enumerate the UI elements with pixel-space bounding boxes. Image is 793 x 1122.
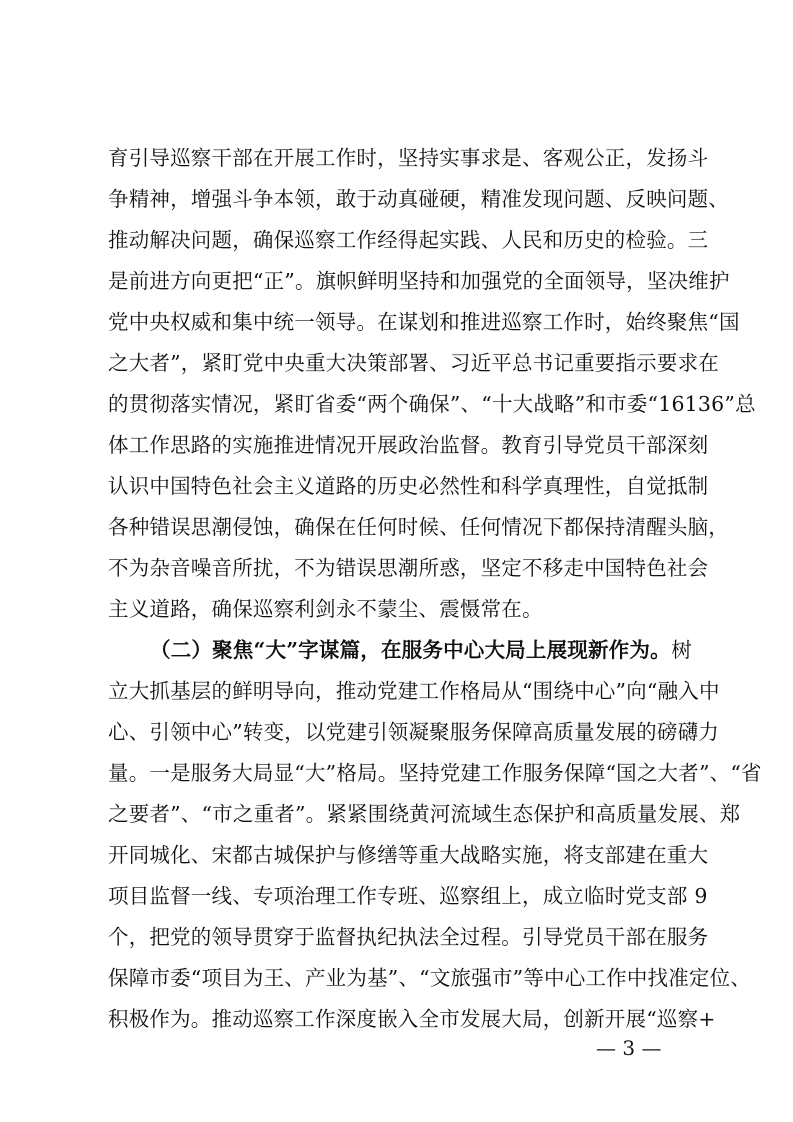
text-fragment: 树 xyxy=(671,638,692,662)
text-line: 之要者”、“市之重者”。紧紧围绕黄河流域生态保护和高质量发展、郑 xyxy=(108,802,741,826)
text-line: 推动解决问题，确保巡察工作经得起实践、人民和历史的检验。三 xyxy=(108,228,709,252)
text-line: 个，把党的领导贯穿于监督执纪执法全过程。引导党员干部在服务 xyxy=(108,925,709,949)
text-line: 主义道路，确保巡察利剑永不蒙尘、震慑常在。 xyxy=(108,597,543,621)
text-line: 党中央权威和集中统一领导。在谋划和推进巡察工作时，始终聚焦“国 xyxy=(108,310,740,334)
text-line: 育引导巡察干部在开展工作时，坚持实事求是、客观公正，发扬斗 xyxy=(108,146,709,170)
text-line: 之大者”，紧盯党中央重大决策部署、习近平总书记重要指示要求在 xyxy=(108,351,719,375)
text-line: 项目监督一线、专项治理工作专班、巡察组上，成立临时党支部 9 xyxy=(108,884,708,908)
text-line: 心、引领中心”转变，以党建引领凝聚服务保障高质量发展的磅礴力 xyxy=(108,720,719,744)
text-line: 是前进方向更把“正”。旗帜鲜明坚持和加强党的全面领导，坚决维护 xyxy=(108,269,730,293)
text-line: 各种错误思潮侵蚀，确保在任何时候、任何情况下都保持清醒头脑， xyxy=(108,515,729,539)
text-line: 不为杂音噪音所扰，不为错误思潮所惑，坚定不移走中国特色社会 xyxy=(108,556,709,580)
text-line: 量。一是服务大局显“大”格局。坚持党建工作服务保障“国之大者”、“省 xyxy=(108,761,762,785)
text-line: 保障市委“项目为王、产业为基”、“文旅强市”等中心工作中找准定位、 xyxy=(108,966,752,990)
text-line: 体工作思路的实施推进情况开展政治监督。教育引导党员干部深刻 xyxy=(108,433,709,457)
text-line: 开同城化、宋都古城保护与修缮等重大战略实施，将支部建在重大 xyxy=(108,843,709,867)
text-line: 积极作为。推动巡察工作深度嵌入全市发展大局，创新开展“巡察+ xyxy=(108,1007,716,1031)
text-line: 争精神，增强斗争本领，敢于动真碰硬，精准发现问题、反映问题、 xyxy=(108,187,729,211)
text-line: 立大抓基层的鲜明导向，推动党建工作格局从“围绕中心”向“融入中 xyxy=(108,679,720,703)
text-line: 认识中国特色社会主义道路的历史必然性和科学真理性，自觉抵制 xyxy=(108,474,709,498)
text-line: 的贯彻落实情况，紧盯省委“两个确保”、“十大战略”和市委“16136”总 xyxy=(108,392,756,416)
page-number: — 3 — xyxy=(596,1036,662,1060)
section-heading: （二）聚焦“大”字谋篇，在服务中心大局上展现新作为。 xyxy=(150,638,671,662)
paragraph-first-line xyxy=(150,637,692,663)
